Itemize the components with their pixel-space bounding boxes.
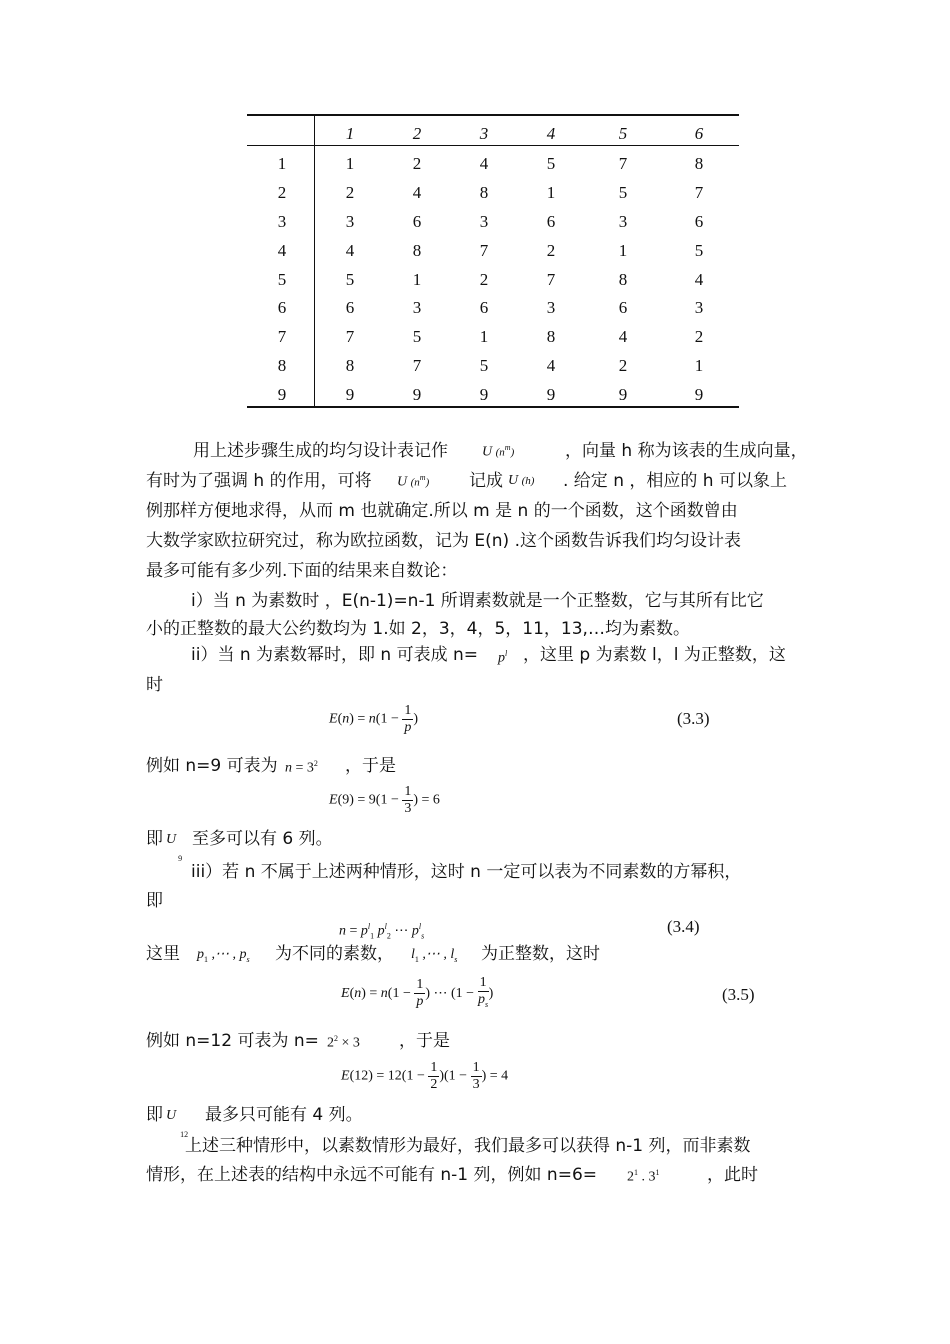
- table-header-cell: 3: [479, 124, 489, 143]
- paragraph-line: [565, 440, 808, 462]
- equation-number: (3.5): [722, 985, 755, 1004]
- table-cell: 7: [479, 241, 489, 260]
- table-cell: 4: [618, 327, 628, 346]
- paragraph-line: [146, 828, 163, 850]
- table-cell: 1: [618, 241, 628, 260]
- paragraph-text: iii）若 n 不属于上述两种情形，这时 n 一定可以表为不同素数的方幂积，: [191, 862, 742, 882]
- paragraph-line: [146, 755, 278, 777]
- math-p1-ps: $p_1$ ,⋯ , $p_s$: [197, 947, 250, 964]
- table-cell: 7: [345, 327, 355, 346]
- equation-e9: E(9) = 9(1 − $\frac{1}{3}$ ) = 6: [329, 784, 440, 816]
- table-cell: 5: [546, 154, 556, 173]
- table-header-cell: 4: [546, 124, 556, 143]
- paragraph-text: 例如 n=12 可表为 n=: [146, 1031, 319, 1051]
- table-cell: 9: [694, 385, 704, 404]
- table-cell: 1: [479, 327, 489, 346]
- paragraph-line: [399, 1030, 450, 1052]
- paragraph-line: [191, 644, 478, 666]
- paragraph-text: ，此时: [707, 1165, 758, 1185]
- paragraph-text: 例如 n=9 可表为: [146, 756, 278, 776]
- math-p-power-l: $p^l$: [498, 649, 508, 666]
- table-cell: 3: [479, 212, 489, 231]
- table-cell: 6: [694, 212, 704, 231]
- paragraph-line: [707, 1164, 758, 1186]
- table-header-cell: 1: [345, 124, 355, 143]
- math-u-nm: U $(n^m)$: [397, 473, 430, 490]
- table-row-label: 1: [277, 154, 287, 173]
- paragraph-text: 为正整数，这时: [481, 944, 600, 964]
- paragraph-text: ，于是: [345, 756, 396, 776]
- table-cell: 1: [694, 356, 704, 375]
- table-cell: 9: [479, 385, 489, 404]
- table-bottom-rule: [247, 406, 739, 408]
- paragraph-line: [205, 1104, 363, 1126]
- table-cell: 7: [618, 154, 628, 173]
- table-cell: 6: [618, 298, 628, 317]
- paragraph-line: [563, 470, 787, 492]
- paragraph-line: [146, 1030, 319, 1052]
- paragraph-line: [146, 1164, 597, 1186]
- paragraph-text: i）当 n 为素数时 ，E(n-1)=n-1 所谓素数就是一个正整数，它与其所有比它: [191, 591, 764, 611]
- table-cell: 6: [479, 298, 489, 317]
- equation-3-4: $n = p^l_1$ $p^l_2$ ⋯ $p^l_s$: [339, 922, 425, 941]
- table-cell: 8: [345, 356, 355, 375]
- table-header-rule: [247, 145, 739, 146]
- paragraph-text: 记成: [469, 471, 503, 491]
- table-row-label: 3: [277, 212, 287, 231]
- paragraph-text: ，这里 p 为素数 l，l 为正整数，这: [523, 645, 786, 665]
- table-row-label: 6: [277, 298, 287, 317]
- paragraph-line: [193, 440, 448, 462]
- table-cell: 9: [345, 385, 355, 404]
- table-cell: 4: [345, 241, 355, 260]
- paragraph-line: [192, 828, 333, 850]
- paragraph-text: 有时为了强调 h 的作用，可将: [146, 471, 372, 491]
- math-u9: $U_9$: [166, 832, 183, 863]
- paragraph-line: [523, 644, 786, 666]
- table-row-label: 9: [277, 385, 287, 404]
- table-cell: 1: [412, 270, 422, 289]
- table-cell: 6: [412, 212, 422, 231]
- paragraph-text: 上述三种情形中，以素数情形为最好，我们最多可以获得 n-1 列，而非素数: [185, 1136, 751, 1156]
- table-row-label: 2: [277, 183, 287, 202]
- table-cell: 2: [345, 183, 355, 202]
- table-cell: 2: [618, 356, 628, 375]
- math-u12: $U_{12}$: [166, 1108, 189, 1139]
- paragraph-line: [185, 1135, 751, 1157]
- paragraph-line: [146, 618, 690, 640]
- paragraph-line: [146, 500, 738, 522]
- paragraph-line: [345, 755, 396, 777]
- table-row-label: 8: [277, 356, 287, 375]
- paragraph-line: [481, 943, 600, 965]
- paragraph-line: [146, 943, 180, 965]
- paragraph-text: 为不同的素数，: [275, 944, 394, 964]
- table-cell: 3: [412, 298, 422, 317]
- table-cell: 2: [479, 270, 489, 289]
- math-2-times-3: $2^1$ . $3^1$: [627, 1168, 660, 1185]
- paragraph-text: . 给定 n ，相应的 h 可以象上: [563, 471, 787, 491]
- table-cell: 8: [546, 327, 556, 346]
- table-row-label: 5: [277, 270, 287, 289]
- paragraph-line: [146, 1104, 163, 1126]
- table-cell: 3: [345, 212, 355, 231]
- table-cell: 5: [618, 183, 628, 202]
- table-row-label: 7: [277, 327, 287, 346]
- paragraph-line: [146, 674, 163, 696]
- paragraph-text: 即: [146, 1105, 163, 1125]
- table-cell: 4: [479, 154, 489, 173]
- math-n-eq-3-squared: $n = 3^2$: [285, 759, 318, 776]
- paragraph-text: 至多可以有 6 列。: [192, 829, 333, 849]
- math-u-h: U (h): [508, 473, 535, 488]
- table-cell: 5: [694, 241, 704, 260]
- equation-3-5: E(n) = n(1 − $\frac{1}{p}$ ) ⋯ (1 − $\frac{1}{p_s}$ ): [341, 975, 494, 1010]
- table-cell: 1: [345, 154, 355, 173]
- table-cell: 8: [618, 270, 628, 289]
- paragraph-line: [146, 530, 741, 552]
- paragraph-text: ，向量 h 称为该表的生成向量，: [565, 441, 808, 461]
- paragraph-line: [275, 943, 394, 965]
- paragraph-text: 时: [146, 675, 163, 695]
- paragraph-text: 情形，在上述表的结构中永远不可能有 n-1 列，例如 n=6=: [146, 1165, 598, 1185]
- table-cell: 2: [546, 241, 556, 260]
- table-cell: 3: [618, 212, 628, 231]
- paragraph-line: [146, 890, 163, 912]
- paragraph-text: ii）当 n 为素数幂时，即 n 可表成 n=: [191, 645, 479, 665]
- table-cell: 1: [546, 183, 556, 202]
- table-cell: 5: [412, 327, 422, 346]
- paragraph-text: 用上述步骤生成的均匀设计表记作: [193, 441, 448, 461]
- table-header-cell: 6: [694, 124, 704, 143]
- equation-number: (3.3): [677, 709, 710, 728]
- table-cell: 9: [412, 385, 422, 404]
- table-cell: 4: [694, 270, 704, 289]
- paragraph-text: 例那样方便地求得，从而 m 也就确定.所以 m 是 n 的一个函数，这个函数曾由: [146, 501, 738, 521]
- math-l1-ls: $l_1$ ,⋯ , $l_s$: [411, 947, 458, 964]
- paragraph-text: 小的正整数的最大公约数均为 1.如 2，3，4，5，11，13,…均为素数。: [146, 619, 690, 639]
- paragraph-line: [146, 560, 457, 582]
- table-cell: 6: [345, 298, 355, 317]
- equation-number: (3.4): [667, 917, 700, 936]
- table-cell: 8: [694, 154, 704, 173]
- equation-3-3: E(n) = n(1 − $\frac{1}{p}$ ): [329, 703, 419, 735]
- paragraph-text: 大数学家欧拉研究过，称为欧拉函数，记为 E(n) .这个函数告诉我们均匀设计表: [146, 531, 741, 551]
- table-cell: 2: [694, 327, 704, 346]
- table-cell: 2: [412, 154, 422, 173]
- equation-e12: E(12) = 12(1 − $\frac{1}{2}$ )(1 − $\frac{1}{3}$ ) = 4: [341, 1060, 509, 1092]
- table-row-label: 4: [277, 241, 287, 260]
- table-cell: 9: [618, 385, 628, 404]
- math-2-squared-times-3: $2^2 \times 3$: [327, 1034, 360, 1051]
- paragraph-line: [191, 590, 764, 612]
- table-cell: 5: [479, 356, 489, 375]
- paragraph-text: 即: [146, 829, 163, 849]
- uniform-design-table: [247, 114, 739, 408]
- paragraph-text: ，于是: [399, 1031, 450, 1051]
- paragraph-text: 即: [146, 891, 163, 911]
- paragraph-text: 最多可能有多少列.下面的结果来自数论：: [146, 561, 458, 581]
- table-cell: 3: [694, 298, 704, 317]
- table-column-rule: [314, 114, 315, 408]
- table-top-rule: [247, 114, 739, 116]
- table-cell: 7: [412, 356, 422, 375]
- table-cell: 6: [546, 212, 556, 231]
- table-cell: 9: [546, 385, 556, 404]
- table-cell: 4: [412, 183, 422, 202]
- table-cell: 8: [412, 241, 422, 260]
- paragraph-line: [146, 470, 372, 492]
- paragraph-line: [469, 470, 503, 492]
- table-cell: 5: [345, 270, 355, 289]
- math-u-nm: U $(n^m)$: [482, 443, 515, 460]
- table-cell: 7: [546, 270, 556, 289]
- table-cell: 8: [479, 183, 489, 202]
- table-cell: 7: [694, 183, 704, 202]
- paragraph-text: 这里: [146, 944, 180, 964]
- table-header-cell: 5: [618, 124, 628, 143]
- table-cell: 3: [546, 298, 556, 317]
- table-header-cell: 2: [412, 124, 422, 143]
- table-cell: 4: [546, 356, 556, 375]
- paragraph-text: 最多只可能有 4 列。: [205, 1105, 363, 1125]
- paragraph-line: [191, 861, 741, 883]
